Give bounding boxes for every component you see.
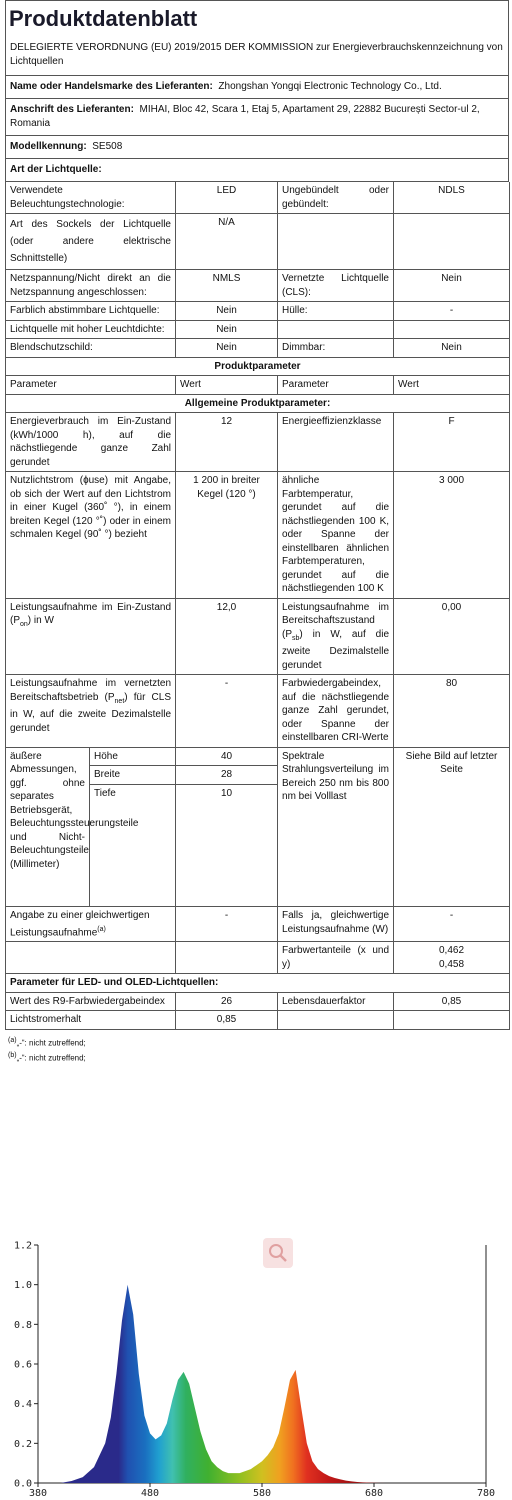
y-tick-label: 0.6 [13, 1359, 32, 1371]
table-cell: ähnliche Farbtemperatur, gerundet auf die nächstliegenden 100 K, oder Spanne der einstellbaren ähnlichen Farbtemperaturen, gerundet auf die nächstliegenden 100 K [278, 472, 394, 599]
table-cell: Nein [394, 270, 510, 302]
table-cell [278, 214, 394, 270]
table-cell: 26 [176, 992, 278, 1011]
table-row [6, 302, 510, 321]
table-cell [6, 942, 176, 974]
spectrum-chart [0, 1230, 512, 1500]
table-row [6, 357, 510, 376]
table-row [6, 1011, 510, 1030]
table-row [6, 270, 510, 302]
table-cell: NMLS [176, 270, 278, 302]
supplier-address-row [5, 99, 509, 136]
table-row [6, 598, 510, 675]
col-header-value: Wert [176, 376, 278, 395]
table-row [6, 974, 510, 993]
table-cell: Nein [176, 339, 278, 358]
product-params-table [5, 413, 510, 1030]
table-cell: Ungebündelt oder gebündelt: [278, 182, 394, 214]
table-cell: 12,0 [176, 598, 278, 675]
col-header-param: Parameter [6, 376, 176, 395]
table-cell: Hülle: [278, 302, 394, 321]
table-row [6, 472, 510, 599]
table-cell [394, 214, 510, 270]
table-cell [394, 320, 510, 339]
y-tick-label: 0.2 [13, 1438, 32, 1450]
table-row [6, 339, 510, 358]
table-cell: äußere Abmessungen, ggf. ohne separates Betriebsgerät, Beleuchtungssteuerungsteile und Nicht-Beleuchtungsteile (Millimeter) [6, 747, 90, 907]
table-cell: NDLS [394, 182, 510, 214]
table-cell: Leistungsaufnahme im vernetzten Bereitschaftsbetrieb $(P_{net})$ für CLS in W, auf die zweite Dezimalstelle gerundet [6, 675, 176, 748]
table-row [6, 675, 510, 748]
table-row [6, 413, 510, 472]
table-row [6, 214, 510, 270]
table-cell: N/A [176, 214, 278, 270]
col-header-value: Wert [394, 376, 510, 395]
table-cell: Energieeffizienzklasse [278, 413, 394, 472]
table-cell: Siehe Bild auf letzter Seite [394, 747, 510, 907]
table-cell: Nein [394, 339, 510, 358]
table-cell: Falls ja, gleichwertige Leistungsaufnahme (W) [278, 907, 394, 942]
table-header-row [6, 376, 510, 395]
table-row [6, 320, 510, 339]
table-cell: 0,462 0,458 [394, 942, 510, 974]
table-cell [278, 1011, 394, 1030]
table-cell [394, 1011, 510, 1030]
table-cell: 10 [176, 784, 278, 802]
table-cell [278, 320, 394, 339]
col-header-param: Parameter [278, 376, 394, 395]
table-cell: Dimmbar: [278, 339, 394, 358]
footnote-b: $^{(b)}$„-“: nicht zutreffend; [8, 1052, 86, 1064]
model-id: SE508 [92, 141, 123, 152]
table-cell: Nein [176, 302, 278, 321]
table-cell: Nein [176, 320, 278, 339]
model-label: Modellkennung: [10, 141, 87, 152]
y-tick-label: 1.0 [13, 1280, 32, 1292]
y-tick-label: 0.0 [13, 1478, 32, 1490]
table-cell: Leistungsaufnahme im Ein-Zustand $(P_{on})$ in W [6, 598, 176, 675]
table-cell: LED [176, 182, 278, 214]
table-cell: Spektrale Strahlungsverteilung im Bereich 250 nm bis 800 nm bei Volllast [278, 747, 394, 907]
table-cell: Höhe [90, 747, 176, 766]
table-cell: Angabe zu einer gleichwertigen Leistungsaufnahme$^{(a)}$ [6, 907, 176, 942]
table-cell: Verwendete Beleuchtungstechnologie: [6, 182, 176, 214]
page-title: Produktdatenblatt [5, 0, 509, 39]
x-tick-label: 580 [252, 1488, 272, 1499]
table-cell: Leistungsaufnahme im Bereitschaftszustand $(P_{sb})$ in W, auf die zweite Dezimalstelle gerundet [278, 598, 394, 675]
table-row [6, 182, 510, 214]
x-tick-label: 480 [140, 1488, 160, 1499]
y-tick-label: 1.2 [13, 1240, 32, 1252]
footnote-a: $^{(a)}$„-“: nicht zutreffend; [8, 1036, 86, 1048]
table-cell: Breite [90, 766, 176, 785]
table-cell: - [394, 302, 510, 321]
table-cell: Wert des R9-Farbwiedergabeindex [6, 992, 176, 1011]
table-cell: Lebensdauerfaktor [278, 992, 394, 1011]
table-cell: Vernetzte Lichtquelle (CLS): [278, 270, 394, 302]
table-row [6, 992, 510, 1011]
table-row [6, 907, 510, 942]
table-cell [176, 802, 278, 907]
table-cell: Farbwiedergabeindex, auf die nächstliegende ganze Zahl gerundet, oder Spanne der einstellbaren CRI-Werte [278, 675, 394, 748]
x-tick-label: 780 [476, 1488, 496, 1499]
table-cell: 0,00 [394, 598, 510, 675]
chart-ticks [14, 1241, 495, 1500]
table-row [6, 747, 510, 766]
supplier-name-row [5, 76, 509, 99]
table-cell: 3 000 [394, 472, 510, 599]
light-source-heading: Art der Lichtquelle: [5, 159, 509, 182]
table-cell: Lichtquelle mit hoher Leuchtdichte: [6, 320, 176, 339]
supplier-name: Zhongshan Yongqi Electronic Technology Co., Ltd. [218, 81, 442, 92]
table-cell: Farblich abstimmbare Lichtquelle: [6, 302, 176, 321]
y-tick-label: 0.8 [13, 1319, 32, 1331]
supplier-address: MIHAI, Bloc 42, Scara 1, Etaj 5, Apartament 29, 22882 București Sector-ul 2, Romania [10, 104, 480, 129]
supplier-address-label: Anschrift des Lieferanten: [10, 104, 134, 115]
table-cell: Blendschutzschild: [6, 339, 176, 358]
x-tick-label: 380 [28, 1488, 48, 1499]
table-cell: - [394, 907, 510, 942]
supplier-name-label: Name oder Handelsmarke des Lieferanten: [10, 81, 213, 92]
spectrum-area [60, 1285, 396, 1483]
y-tick-label: 0.4 [13, 1399, 32, 1411]
table-cell: - [176, 675, 278, 748]
product-params-heading: Produktparameter [6, 357, 510, 376]
table-cell: F [394, 413, 510, 472]
table-cell: Art des Sockels der Lichtquelle (oder andere elektrische Schnittstelle) [6, 214, 176, 270]
general-params-heading: Allgemeine Produktparameter: [6, 394, 510, 413]
table-cell: 0,85 [176, 1011, 278, 1030]
model-row [5, 136, 509, 159]
table-cell: Lichtstromerhalt [6, 1011, 176, 1030]
footnotes [5, 1034, 509, 1065]
table-cell: 80 [394, 675, 510, 748]
table-cell: 28 [176, 766, 278, 785]
table-cell: - [176, 907, 278, 942]
table-cell: Farbwertanteile (x und y) [278, 942, 394, 974]
light-source-table [5, 182, 510, 413]
led-params-heading: Parameter für LED- und OLED-Lichtquellen: [6, 974, 510, 993]
table-cell: Netzspannung/Nicht direkt an die Netzspannung angeschlossen: [6, 270, 176, 302]
table-cell: 0,85 [394, 992, 510, 1011]
x-tick-label: 680 [364, 1488, 384, 1499]
regulation-text: DELEGIERTE VERORDNUNG (EU) 2019/2015 DER KOMMISSION zur Energieverbrauchskennzeichnung von Lichtquellen [5, 39, 509, 76]
table-cell: 1 200 in breiter Kegel (120 °) [176, 472, 278, 599]
datasheet [5, 0, 509, 1065]
table-row [6, 942, 510, 974]
table-cell: Tiefe [90, 784, 176, 802]
table-cell: Nutzlichtstrom (ɸuse) mit Angabe, ob sich der Wert auf den Lichtstrom in einer Kugel (360˚ °), in einem breiten Kegel (120 °˚) oder in einem schmalen Kegel (90˚ °) bezieht [6, 472, 176, 599]
table-cell: Energieverbrauch im Ein-Zustand (kWh/1000 h), auf die nächstliegende ganze Zahl gerundet [6, 413, 176, 472]
table-cell [176, 942, 278, 974]
table-cell: 12 [176, 413, 278, 472]
table-cell: 40 [176, 747, 278, 766]
table-row [6, 394, 510, 413]
